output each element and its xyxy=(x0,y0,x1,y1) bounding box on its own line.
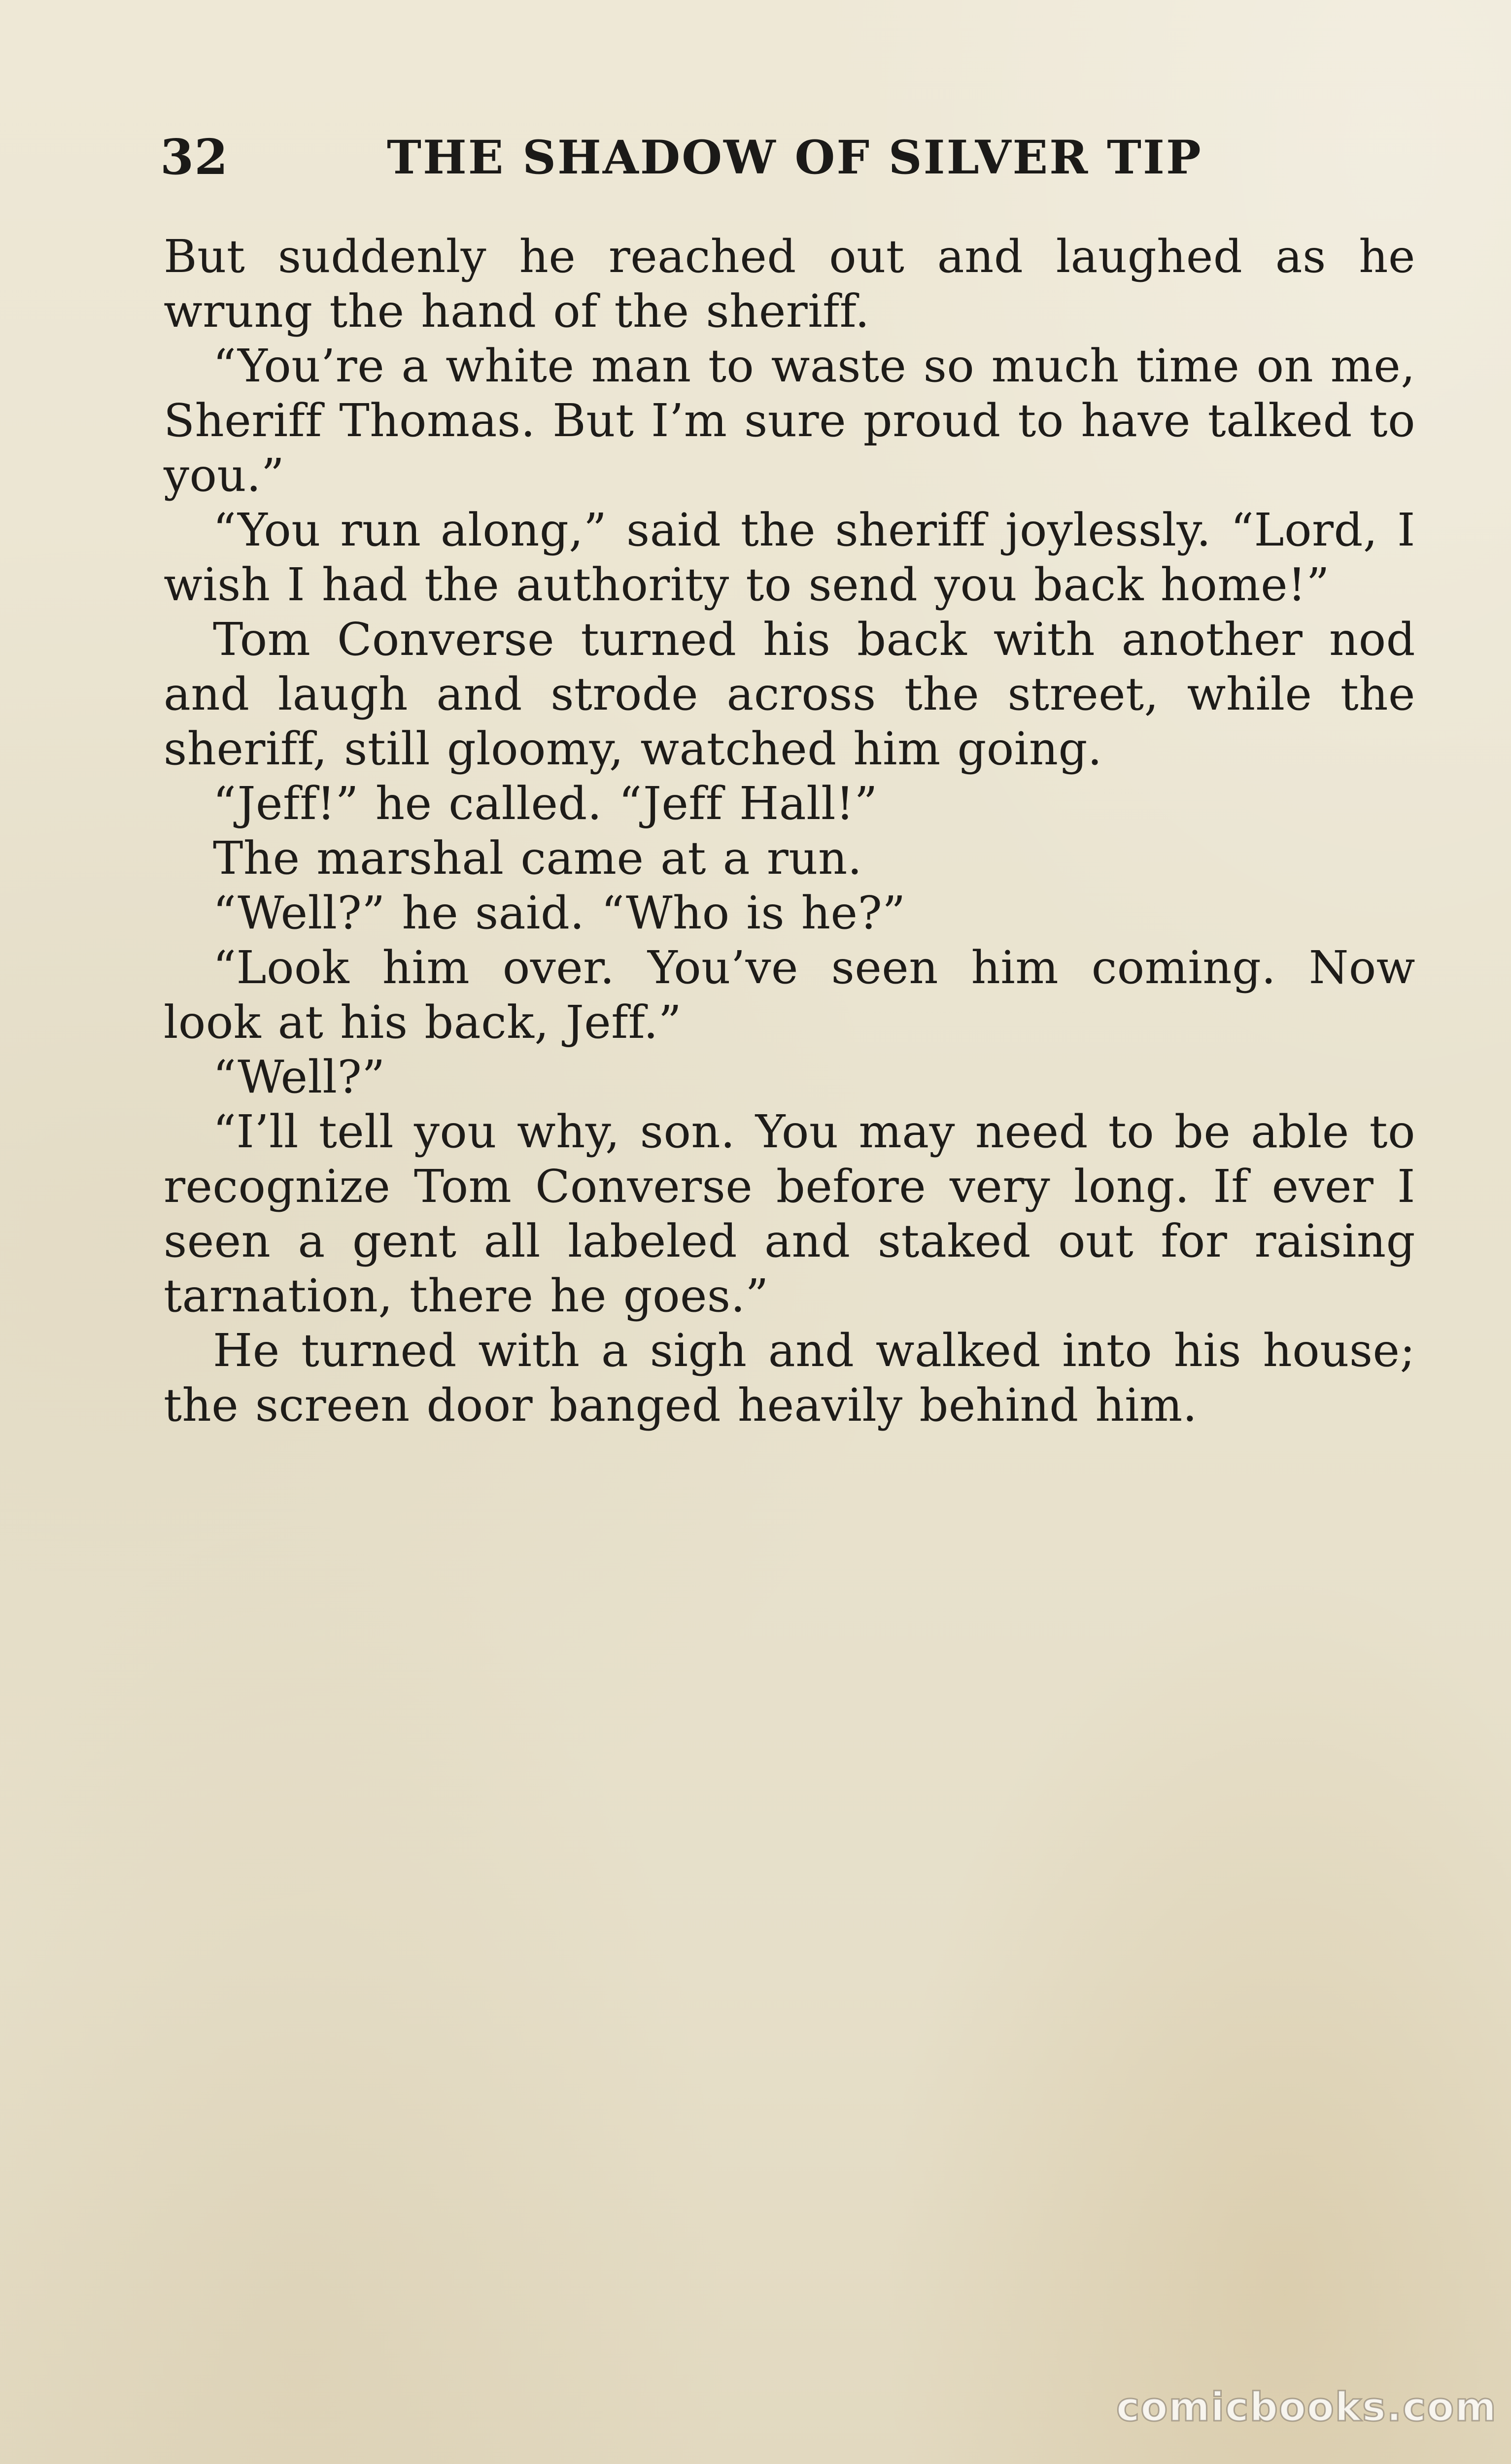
page-header xyxy=(160,126,1202,190)
watermark: comicbooks.com xyxy=(1116,2384,1497,2430)
paragraph: “Well?” xyxy=(213,1051,385,1103)
paragraph: “You’re a white man to waste so much time on me, Sheriff Thomas. But I’m sure proud to have talked to you.” xyxy=(164,340,1415,502)
paragraph: Tom Converse turned his back with another nod and laugh and strode across the street, while the sheriff, still gloomy, watched him going. xyxy=(164,613,1415,775)
paragraph: The marshal came at a run. xyxy=(213,832,862,885)
body-text xyxy=(164,229,1415,1433)
paragraph: “Well?” he said. “Who is he?” xyxy=(213,887,906,939)
paragraph: But suddenly he reached out and laughed as he wrung the hand of the sheriff. xyxy=(164,230,1415,338)
running-head: THE SHADOW OF SILVER TIP xyxy=(387,131,1202,185)
page-number: 32 xyxy=(160,129,229,186)
paragraph: “I’ll tell you why, son. You may need to be able to recognize Tom Converse before very long. If ever I seen a gent all labeled and staked out for raising tarnation, there he goes.” xyxy=(164,1105,1415,1322)
paragraph: He turned with a sigh and walked into his house; the screen door banged heavily behind him. xyxy=(164,1324,1415,1432)
paragraph: “Look him over. You’ve seen him coming. Now look at his back, Jeff.” xyxy=(164,941,1415,1049)
paragraph: “Jeff!” he called. “Jeff Hall!” xyxy=(213,777,878,830)
paragraph: “You run along,” said the sheriff joylessly. “Lord, I wish I had the authority to send you back home!” xyxy=(164,504,1415,611)
